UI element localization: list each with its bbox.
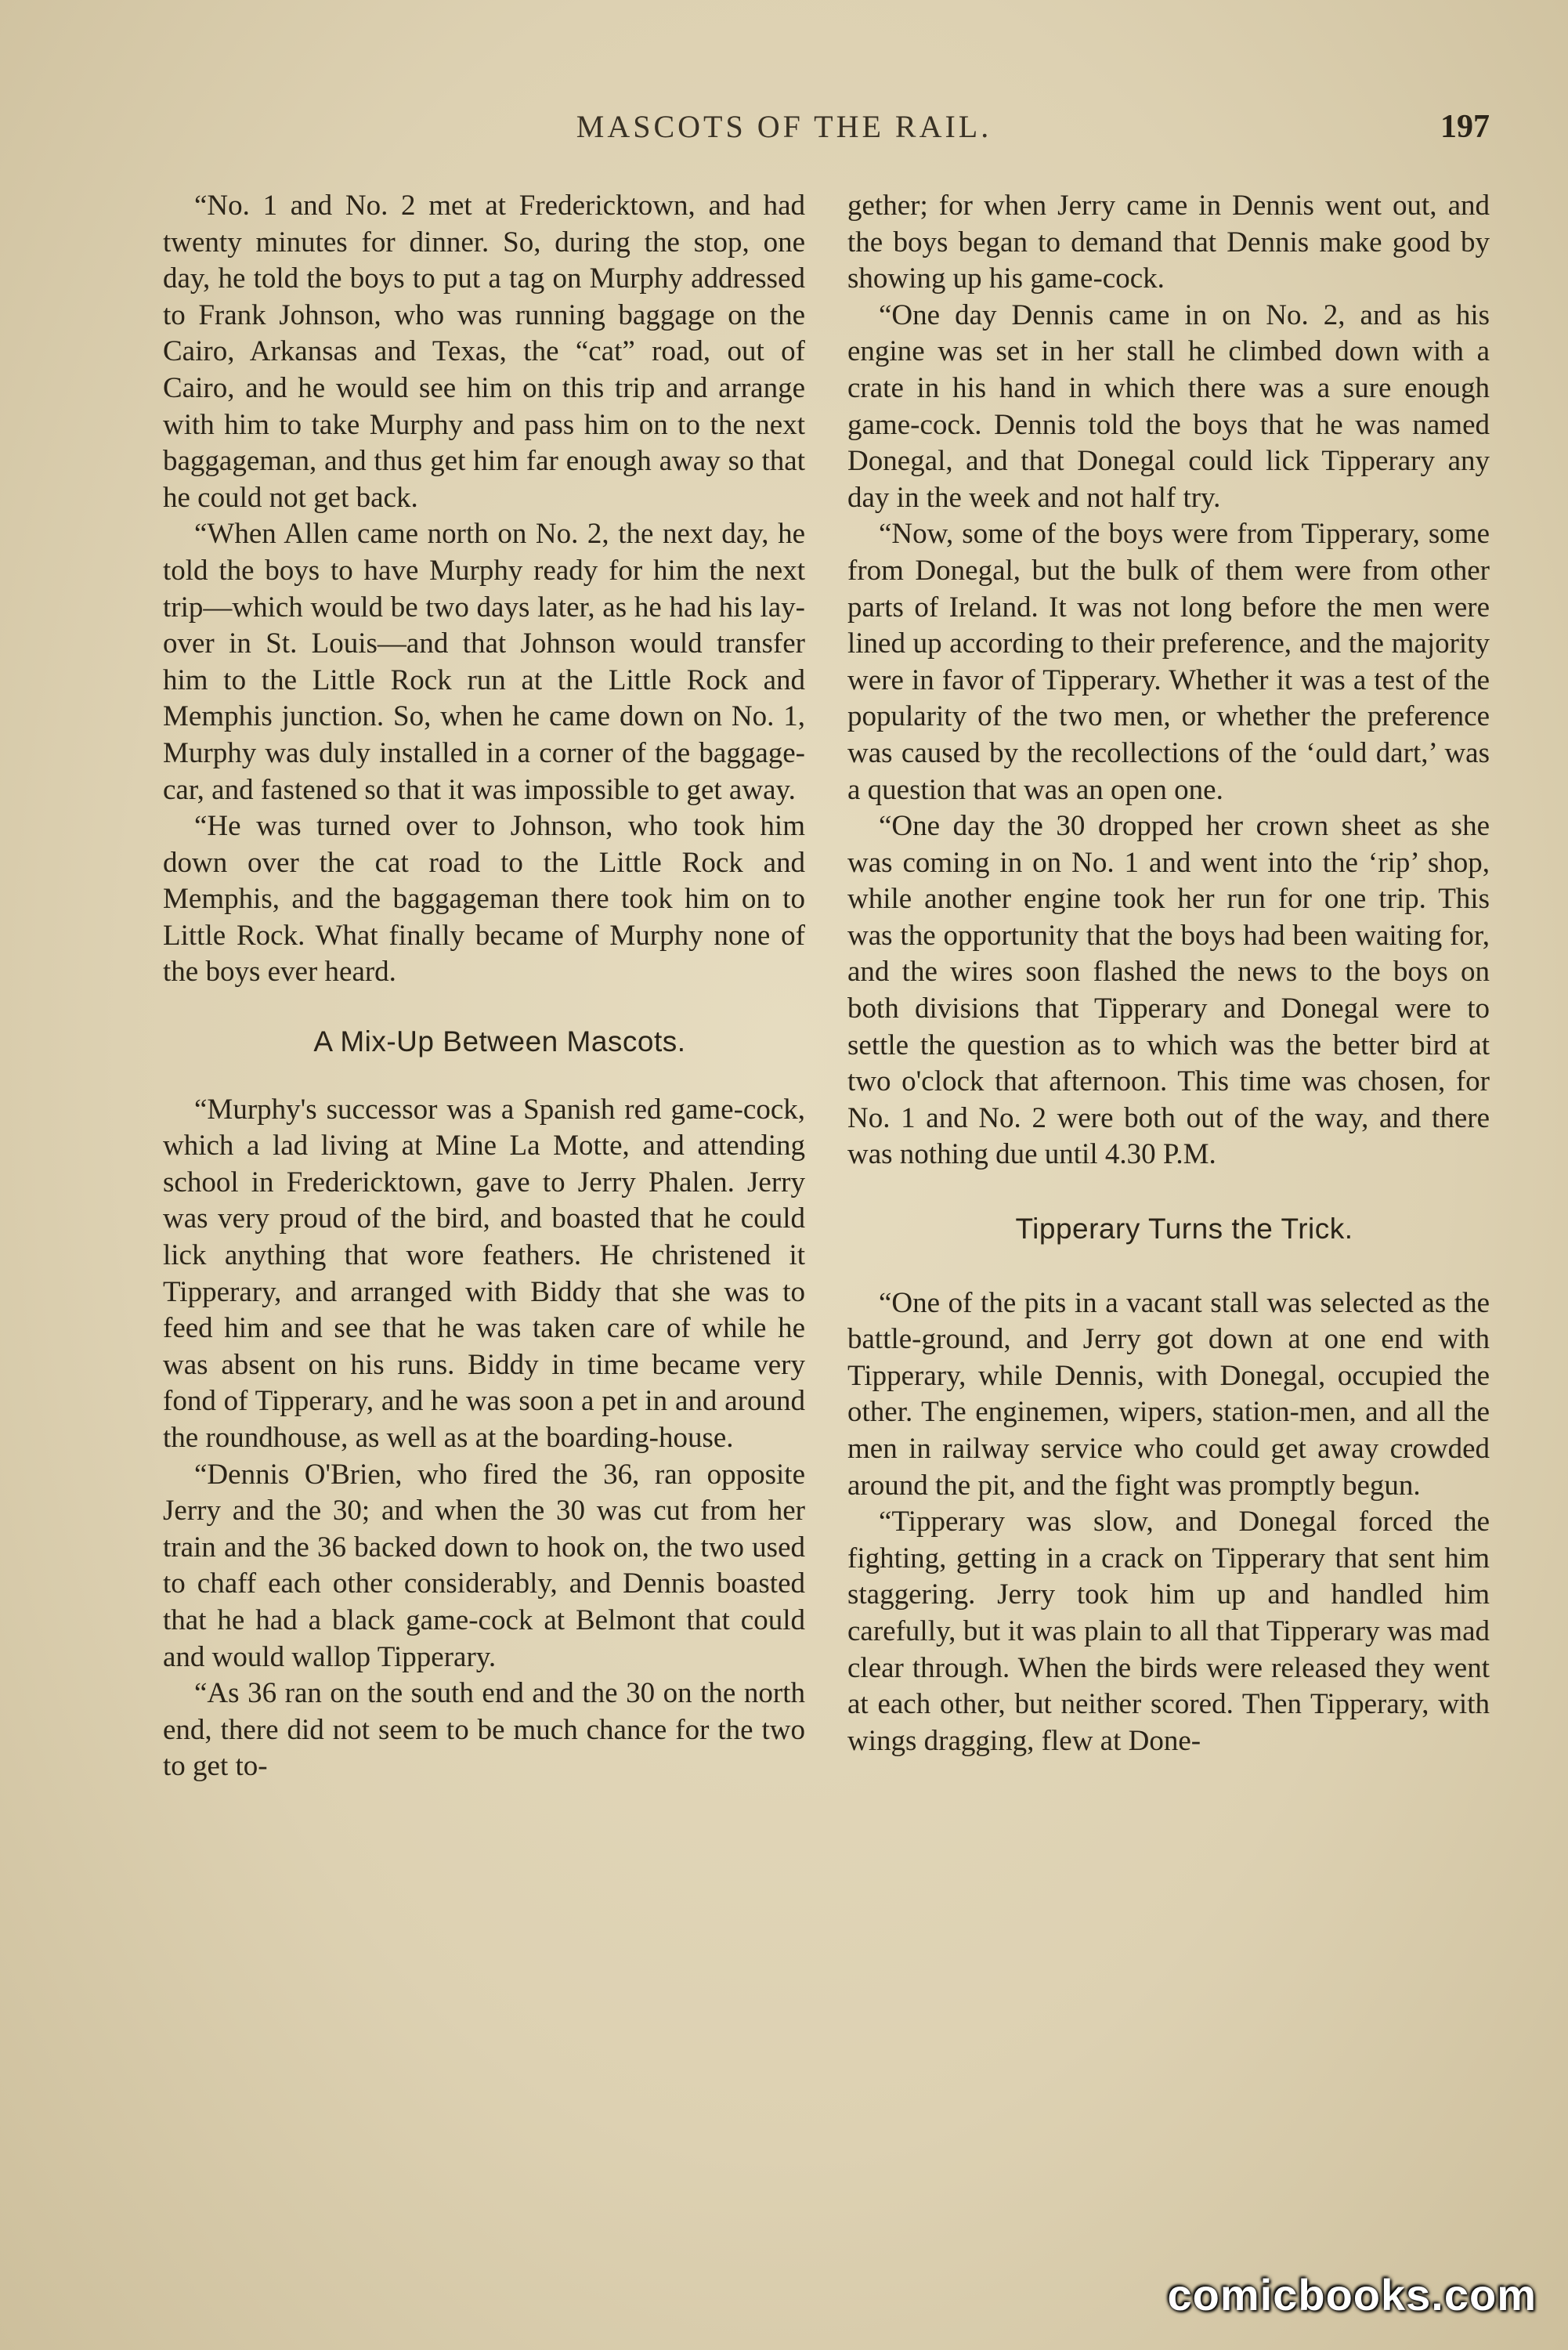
paragraph: “One day Dennis came in on No. 2, and as his engine was set in her stall he climbed down with a crate in his hand in which there was a sure enough game-cock. Dennis told the boys that he was named Donegal, and that Donegal could lick Tipperary any day in the week and not half try. <box>847 298 1490 514</box>
paragraph: “One of the pits in a vacant stall was selected as the battle-ground, and Jerry got down at one end with Tipperary, while Dennis, with Donegal, occupied the other. The enginemen, wipers, station-men, and all the men in railway service who could get away crowded around the pit, and the fight was promptly begun. <box>847 1286 1490 1502</box>
paragraph: “As 36 ran on the south end and the 30 on the north end, there did not seem to be much chance for the two to get to- <box>163 1677 805 1783</box>
paragraph: “When Allen came north on No. 2, the next day, he told the boys to have Murphy ready for him the next trip—which would be two days later, as he had his lay-over in St. Louis—and that Johnson would transfer him to the Little Rock run at the Little Rock and Memphis junction. So, when he came down on No. 1, Murphy was duly installed in a corner of the baggage-car, and fastened so that it was impossible to get away. <box>163 518 805 806</box>
right-column <box>847 188 1490 1759</box>
left-column <box>163 188 805 1785</box>
paragraph: “He was turned over to Johnson, who took him down over the cat road to the Little Rock and Memphis, and the baggageman there took him on to Little Rock. What finally became of Murphy none of the boys ever heard. <box>163 810 805 989</box>
paragraph: “Dennis O'Brien, who fired the 36, ran opposite Jerry and the 30; and when the 30 was cut from her train and the 36 backed down to hook on, the two used to chaff each other considerably, and Dennis boasted that he had a black game-cock at Belmont that could and would wallop Tipperary. <box>163 1458 805 1673</box>
running-head <box>0 108 1568 155</box>
section-heading: A Mix-Up Between Mascots. <box>313 1025 686 1058</box>
paragraph: “Murphy's successor was a Spanish red game-cock, which a lad living at Mine La Motte, and attending school in Fredericktown, gave to Jerry Phalen. Jerry was very proud of the bird, and boasted that he could lick anything that wore feathers. He christened it Tipperary, and arranged with Biddy that she was to feed him and see that he was taken care of while he was absent on his runs. Biddy in time became very fond of Tipperary, and he was soon a pet in and around the roundhouse, as well as at the boarding-house. <box>163 1093 805 1454</box>
paragraph: “Now, some of the boys were from Tipperary, some from Donegal, but the bulk of them were from other parts of Ireland. It was not long before the men were lined up according to their preference, and the majority were in favor of Tipperary. Whether it was a test of the popularity of the two men, or whether the preference was caused by the recollections of the ‘ould dart,’ was a question that was an open one. <box>847 518 1490 806</box>
site-watermark: comicbooks.com <box>1167 2270 1537 2319</box>
paragraph: gether; for when Jerry came in Dennis went out, and the boys began to demand that Dennis make good by showing up his game-cock. <box>847 190 1490 295</box>
running-title: MASCOTS OF THE RAIL. <box>576 109 992 144</box>
paragraph: “One day the 30 dropped her crown sheet as she was coming in on No. 1 and went into the ‘rip’ shop, while another engine took her run for one trip. This was the opportunity that the boys had been waiting for, and the wires soon flashed the news to the boys on both divisions that Tipperary and Donegal were to settle the question as to which was the better bird at two o'clock that afternoon. This time was chosen, for No. 1 and No. 2 were both out of the way, and there was nothing due until 4.30 P.M. <box>847 810 1490 1171</box>
paragraph: “Tipperary was slow, and Donegal forced the fighting, getting in a crack on Tipperary that sent him staggering. Jerry took him up and handled him carefully, but it was plain to all that Tipperary was mad clear through. When the birds were released they went at each other, but neither scored. Then Tipperary, with wings dragging, flew at Done- <box>847 1506 1490 1757</box>
page-number: 197 <box>1440 109 1490 145</box>
paragraph: “No. 1 and No. 2 met at Fredericktown, and had twenty minutes for dinner. So, during the stop, one day, he told the boys to put a tag on Murphy addressed to Frank Johnson, who was running baggage on the Cairo, Arkansas and Texas, the “cat” road, out of Cairo, and he would see him on this trip and arrange with him to take Murphy and pass him on to the next baggageman, and thus get him far enough away so that he could not get back. <box>163 190 805 514</box>
section-heading: Tipperary Turns the Trick. <box>1015 1213 1353 1246</box>
